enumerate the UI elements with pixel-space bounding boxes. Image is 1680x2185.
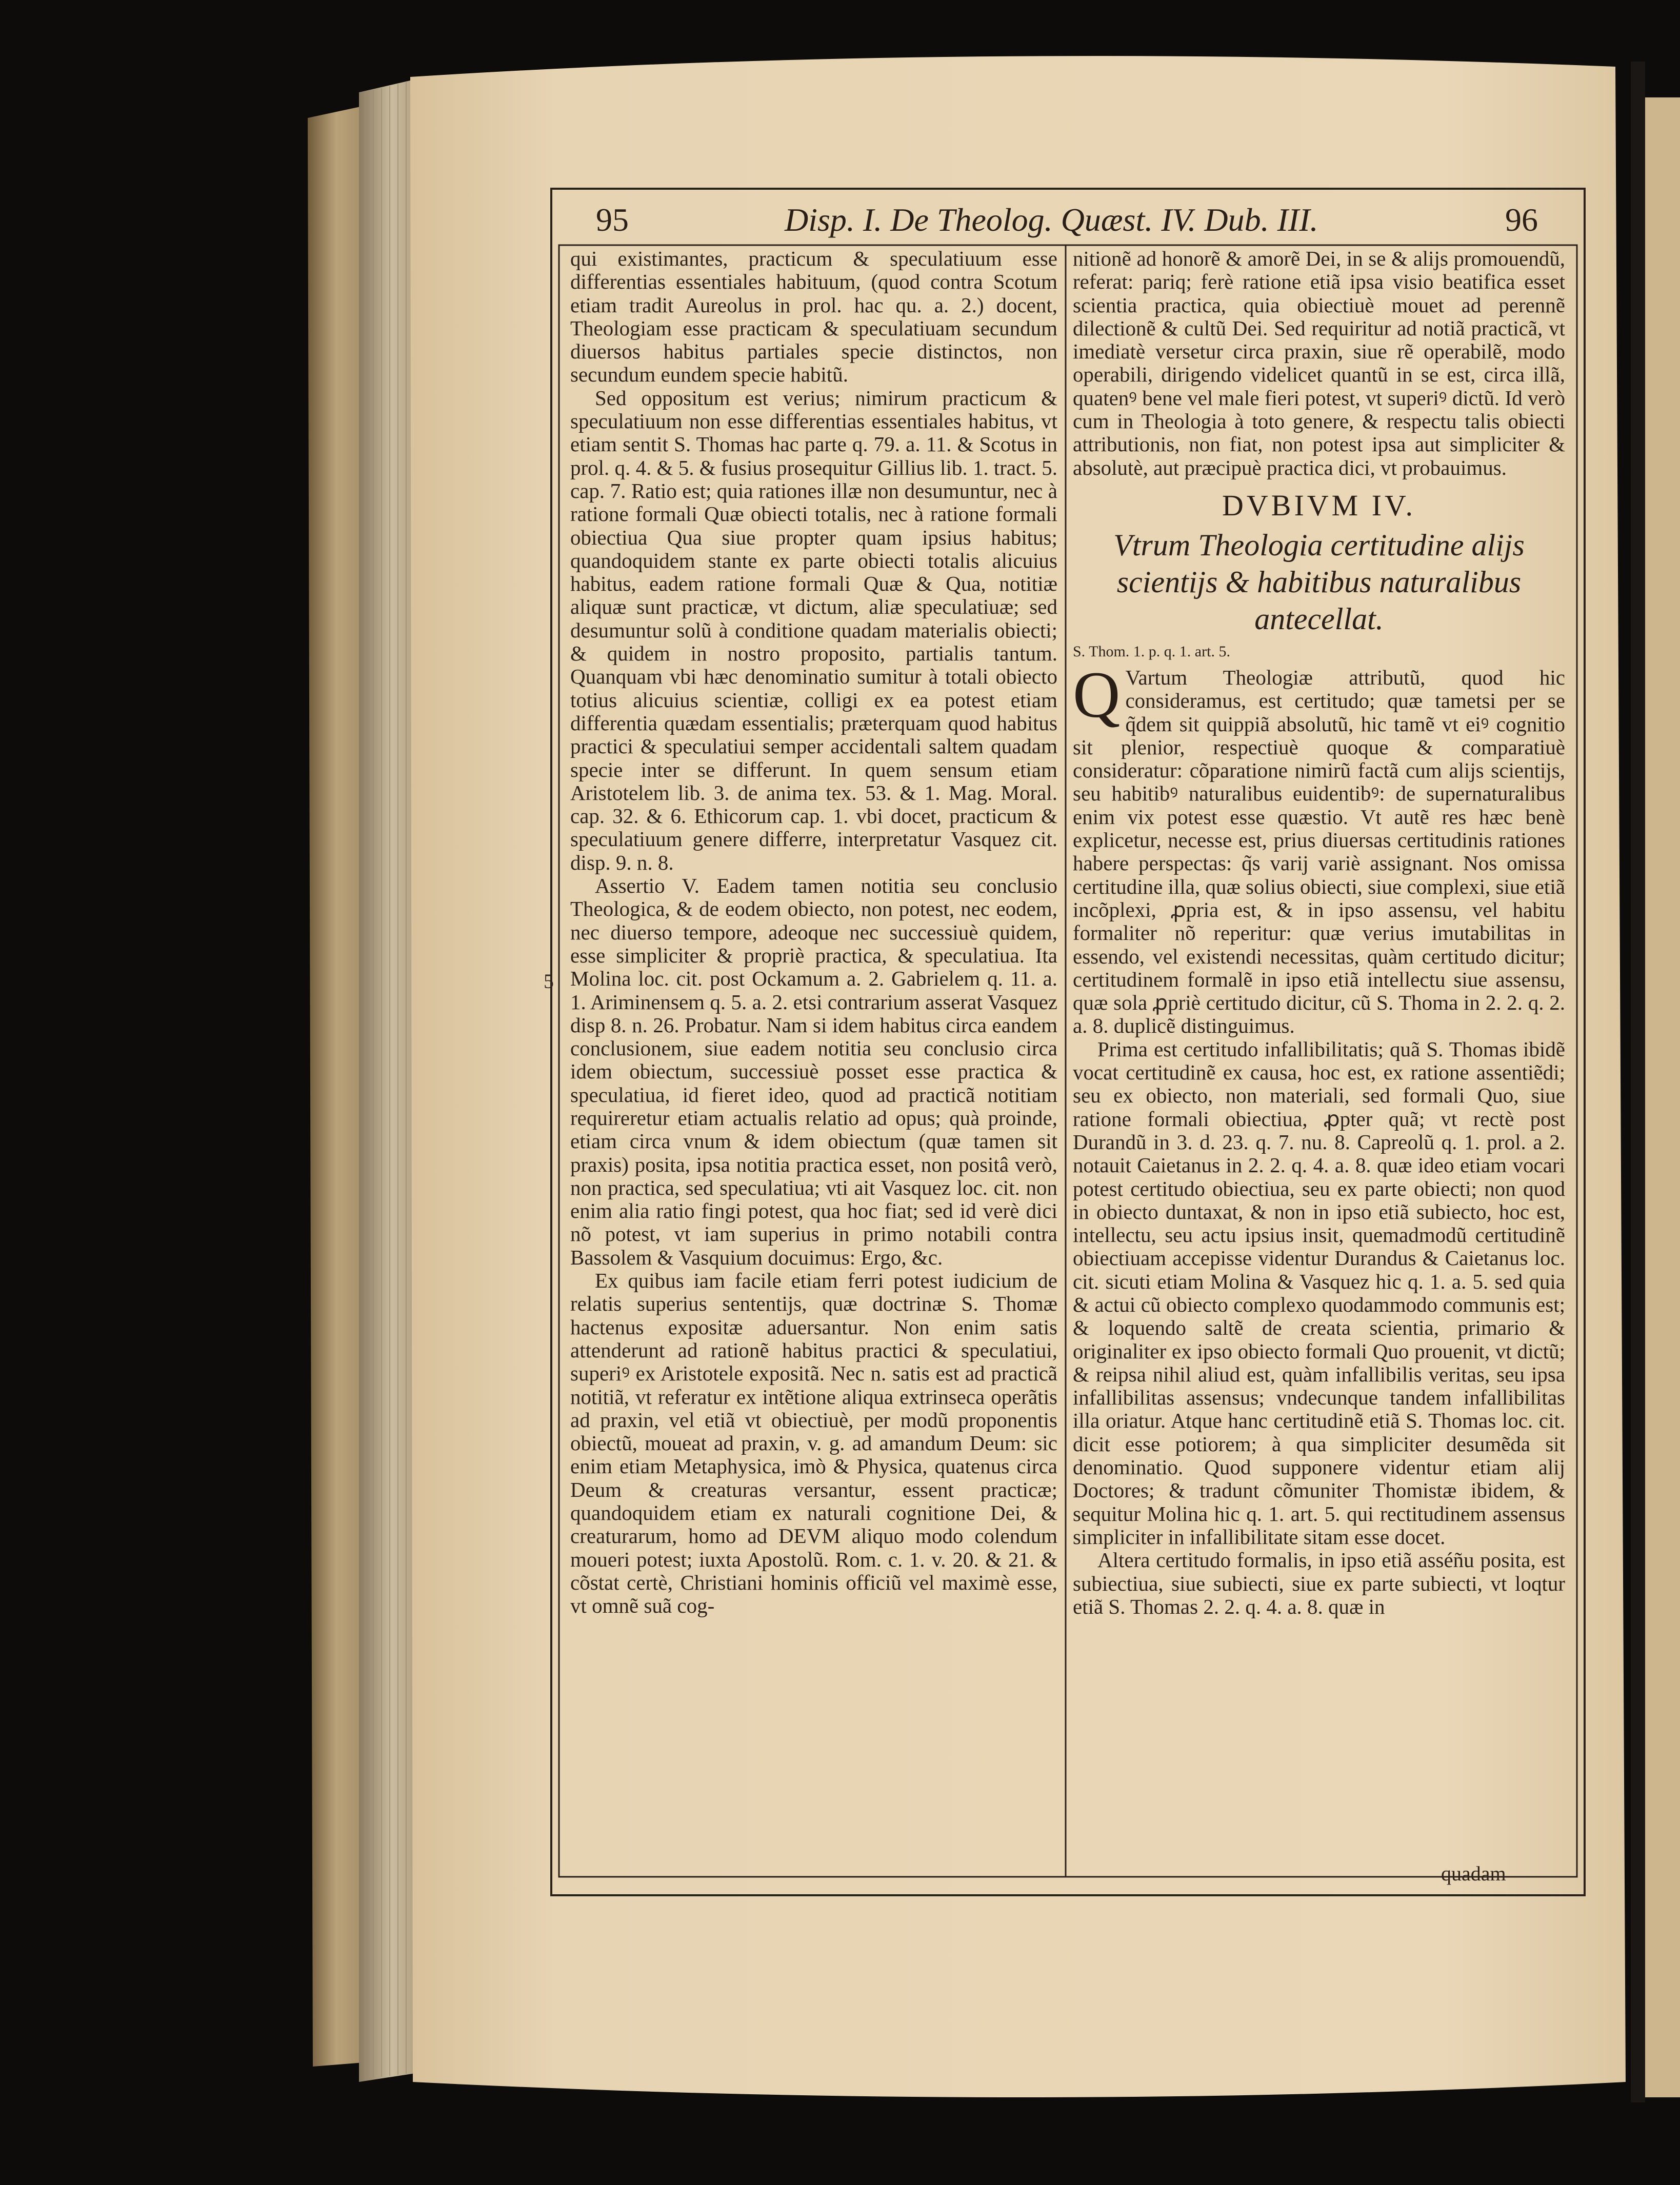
next-page-edge [1644,97,1680,2097]
left-paragraph: Assertio V. Eadem tamen notitia seu conclusio Theologica, & de eodem obiecto, non potest, nec eodem, nec diuerso tempore, adeoque nec successiuè quidem, esse simpliciter & propriè practica, & speculatiua. Ita Molina loc. cit. post Ockamum a. 2. Gabrielem q. 11. a. 1. Ariminensem q. 5. a. 2. etsi contrarium asserat Vasquez disp 8. n. 26. Probatur. Nam si idem habitus circa eandem conclusionem, siue eadem notitia seu conclusio circa idem obiectum, successiuè posset esse practica & speculatiua, id fieret ideo, quod ad practicã notitiam requireretur etiam actualis relatio ad opus; quà proinde, etiam circa vnum & idem obiectum (quæ tamen sit praxis) posita, ipsa notitia practica esset, non positâ verò, non practica, sed speculatiua; vti ait Vasquez loc. cit. non enim alia ratio fingi potest, qua hoc fiat; sed id verè dici nõ potest, vt iam superius in primo notabili contra Bassolem & Vasquium docuimus: Ergo, &c. [570,874,1057,1269]
drop-cap: Q [1073,658,1121,731]
page-paper [410,56,1626,2097]
left-page-number: 95 [596,202,629,238]
left-paragraph: qui existimantes, practicum & speculatiuum esse differentias essentiales habituum, (quod contra Scotum etiam tradit Aureolus in prol. hac qu. a. 2.) docent, Theologiam esse practicam & speculatiuam secundum diuersos habitus partiales specie distinctos, non secundum eundem specie habitũ. [570,247,1057,387]
right-paragraph: nitionẽ ad honorẽ & amorẽ Dei, in se & alijs promouendũ, referat: pariq; ferè ratione etiã ipsa visio beatifica esset scientia practica, quia obiectiuè mouet ad perennẽ dilectionẽ & cultũ Dei. Sed requiritur ad notiã practicã, vt imediatè versetur circa praxin, siue rẽ operabilẽ, modo operabili, dirigendo videlicet quantũ in se est, circa illã, quatenꝰ bene vel male fieri potest, vt superiꝰ dictũ. Id verò cum in Theologia à toto genere, & respectu talis obiecti attributionis, non fiat, non potest ipsa aut simpliciter & absolutè, aut præcipuè practica dici, vt probauimus. [1073,247,1565,479]
right-page-number: 96 [1505,202,1538,238]
right-paragraph-text: Vartum Theologiæ attributũ, quod hic consideramus, est certitudo; quæ tametsi per se q̃dem sit quippiã absolutũ, hic tamẽ vt eiꝰ cognitio sit plenior, respectiuè quoque & comparatiuè consideratur: cõparatione nimirũ factã cum alijs scientijs, seu habitibꝰ naturalibus euidentibꝰ: de supernaturalibus enim vix potest esse quæstio. Vt autẽ res hæc benè explicetur, necesse est, prius diuersas certitudinis rationes habere perspectas: q̃s varij variè assignant. Nos omissa certitudine illa, quæ solius obiecti, siue complexi, siue etiã incõplexi, ꝓpria est, & in ipso assensu, vel habitu formaliter nõ reperitur: quæ verius imutabilitas in essendo, vel existendi necessitas, quàm certitudo dicitur; certitudinem formalẽ in ipso etiã intellectu siue assensu, quæ sola ꝓpriè certitudo dicitur, cũ S. Thoma in 2. 2. q. 2. a. 8. duplicẽ distinguimus. [1073,665,1565,1038]
right-paragraph: Altera certitudo formalis, in ipso etiã asséñu posita, est subiectiua, siue subiecti, siue ex parte subiecti, vt loqtur etiã S. Thomas 2. 2. q. 4. a. 8. quæ in [1073,1548,1565,1618]
running-title: Disp. I. De Theolog. Quæst. IV. Dub. III. [785,202,1318,238]
left-paragraph: Ex quibus iam facile etiam ferri potest iudicium de relatis superius sententijs, quæ doctrinæ S. Thomæ hactenus expositæ aduersantur. Non enim satis attenderunt ad rationẽ habitus practici & speculatiui, superiꝰ ex Aristotele expositã. Nec n. satis est ad practicã notitiã, vt referatur ex intẽtione aliqua extrinseca operãtis ad praxin, vel etiã vt obiectiuè, per modũ proponentis obiectũ, moueat ad praxin, v. g. ad amandum Deum: sic enim etiam Metaphysica, imò & Physica, quatenus circa Deum & creaturas versantur, essent practicæ; quandoquidem etiam ex naturali cognitione Dei, & creaturarum, homo ad DEVM aliquo modo colendum moueri potest; iuxta Apostolũ. Rom. c. 1. v. 20. & 21. & cõstat certè, Christiani hominis officiũ vel maximè esse, vt omnẽ suã cog- [570,1269,1057,1618]
right-paragraph: Prima est certitudo infallibilitatis; quã S. Thomas ibidẽ vocat certitudinẽ ex causa, hoc est, ex ratione assentiẽdi; seu ex obiecto, non materiali, sed formali Quo, siue ratione formali obiectiua, ꝓpter quã; vt rectè post Durandũ in 3. d. 23. q. 7. nu. 8. Capreolũ q. 1. prol. a 2. notauit Caietanus in 2. 2. q. 4. a. 8. quæ ideo etiam vocari potest certitudo obiectiua, seu ex parte obiecti; non quod in obiecto duntaxat, & non in ipso etiã subiecto, hoc est, intellectu, seu actu ipsius insit, quemadmodũ certitudinẽ obiectiuam accepisse videntur Durandus & Caietanus loc. cit. sicuti etiam Molina & Vasquez hic q. 1. a. 5. sed quia & actui cũ obiecto complexo quodammodo communis est; & loquendo saltẽ de creata scientia, primario & originaliter ex ipso obiecto formali Quo prouenit, vt dictũ; & reipsa nihil aliud est, quàm infallibilis veritas, seu ipsa infallibilitas assensus; vndecunque tandem infallibilitas illa oriatur. Atque hanc certitudinẽ etiã S. Thomas loc. cit. dicit esse potiorem; à qua simpliciter desumẽda sit denominatio. Quod supponere videntur etiam alij Doctores; & tradunt cõmuniter Thomistæ ibidem, & sequitur Molina hic q. 1. art. 5. qui rectitudinem assensus simpliciter in infallibilitate sitam esse docet. [1073,1037,1565,1549]
dubium-question: Vtrum Theologia certitudine alijs scientijs & habitibus naturalibus antecellat. [1113,528,1525,636]
dubium-heading: DVBIVM IV. [1222,488,1416,522]
left-paragraph: Sed oppositum est verius; nimirum practicum & speculatiuum non esse differentias essentiales habitus, vt etiam sentit S. Thomas hac parte q. 79. a. 11. & Scotus in prol. q. 4. & 5. & fusius prosequitur Gillius lib. 1. tract. 5. cap. 7. Ratio est; quia rationes illæ non desumuntur, nec à ratione formali Quæ obiecti totalis, nec à ratione formali obiectiua Qua siue propter quam ipsius habitus; quandoquidem stante ex parte obiecti totalis alicuius habitus, eadem ratione formali Quæ & Qua, notitiæ aliquæ sunt practicæ, vt dictum, aliæ speculatiuæ; sed desumuntur solũ à conditione quadam materialis obiecti; & quidem in nostro proposito, partialis tantum. Quanquam vbi hæc denominatio sumitur à totali obiecto totius alicuius scientiæ, colligi ex ea potest etiam differentia quædam essentialis; præterquam quod habitus practici & speculatiui semper accidentali saltem quadam specie inter se differunt. In quem sensum etiam Aristotelem lib. 3. de anima tex. 53. & 1. Mag. Moral. cap. 32. & 6. Ethicorum cap. 1. vbi docet, practicum & speculatiuum genere differre, interpretatur Vasquez cit. disp. 9. n. 8. [570,386,1057,874]
catchword: quadam [1441,1862,1506,1885]
dubium-reference: S. Thom. 1. p. q. 1. art. 5. [1073,643,1230,660]
margin-mark: 5 [544,970,554,993]
